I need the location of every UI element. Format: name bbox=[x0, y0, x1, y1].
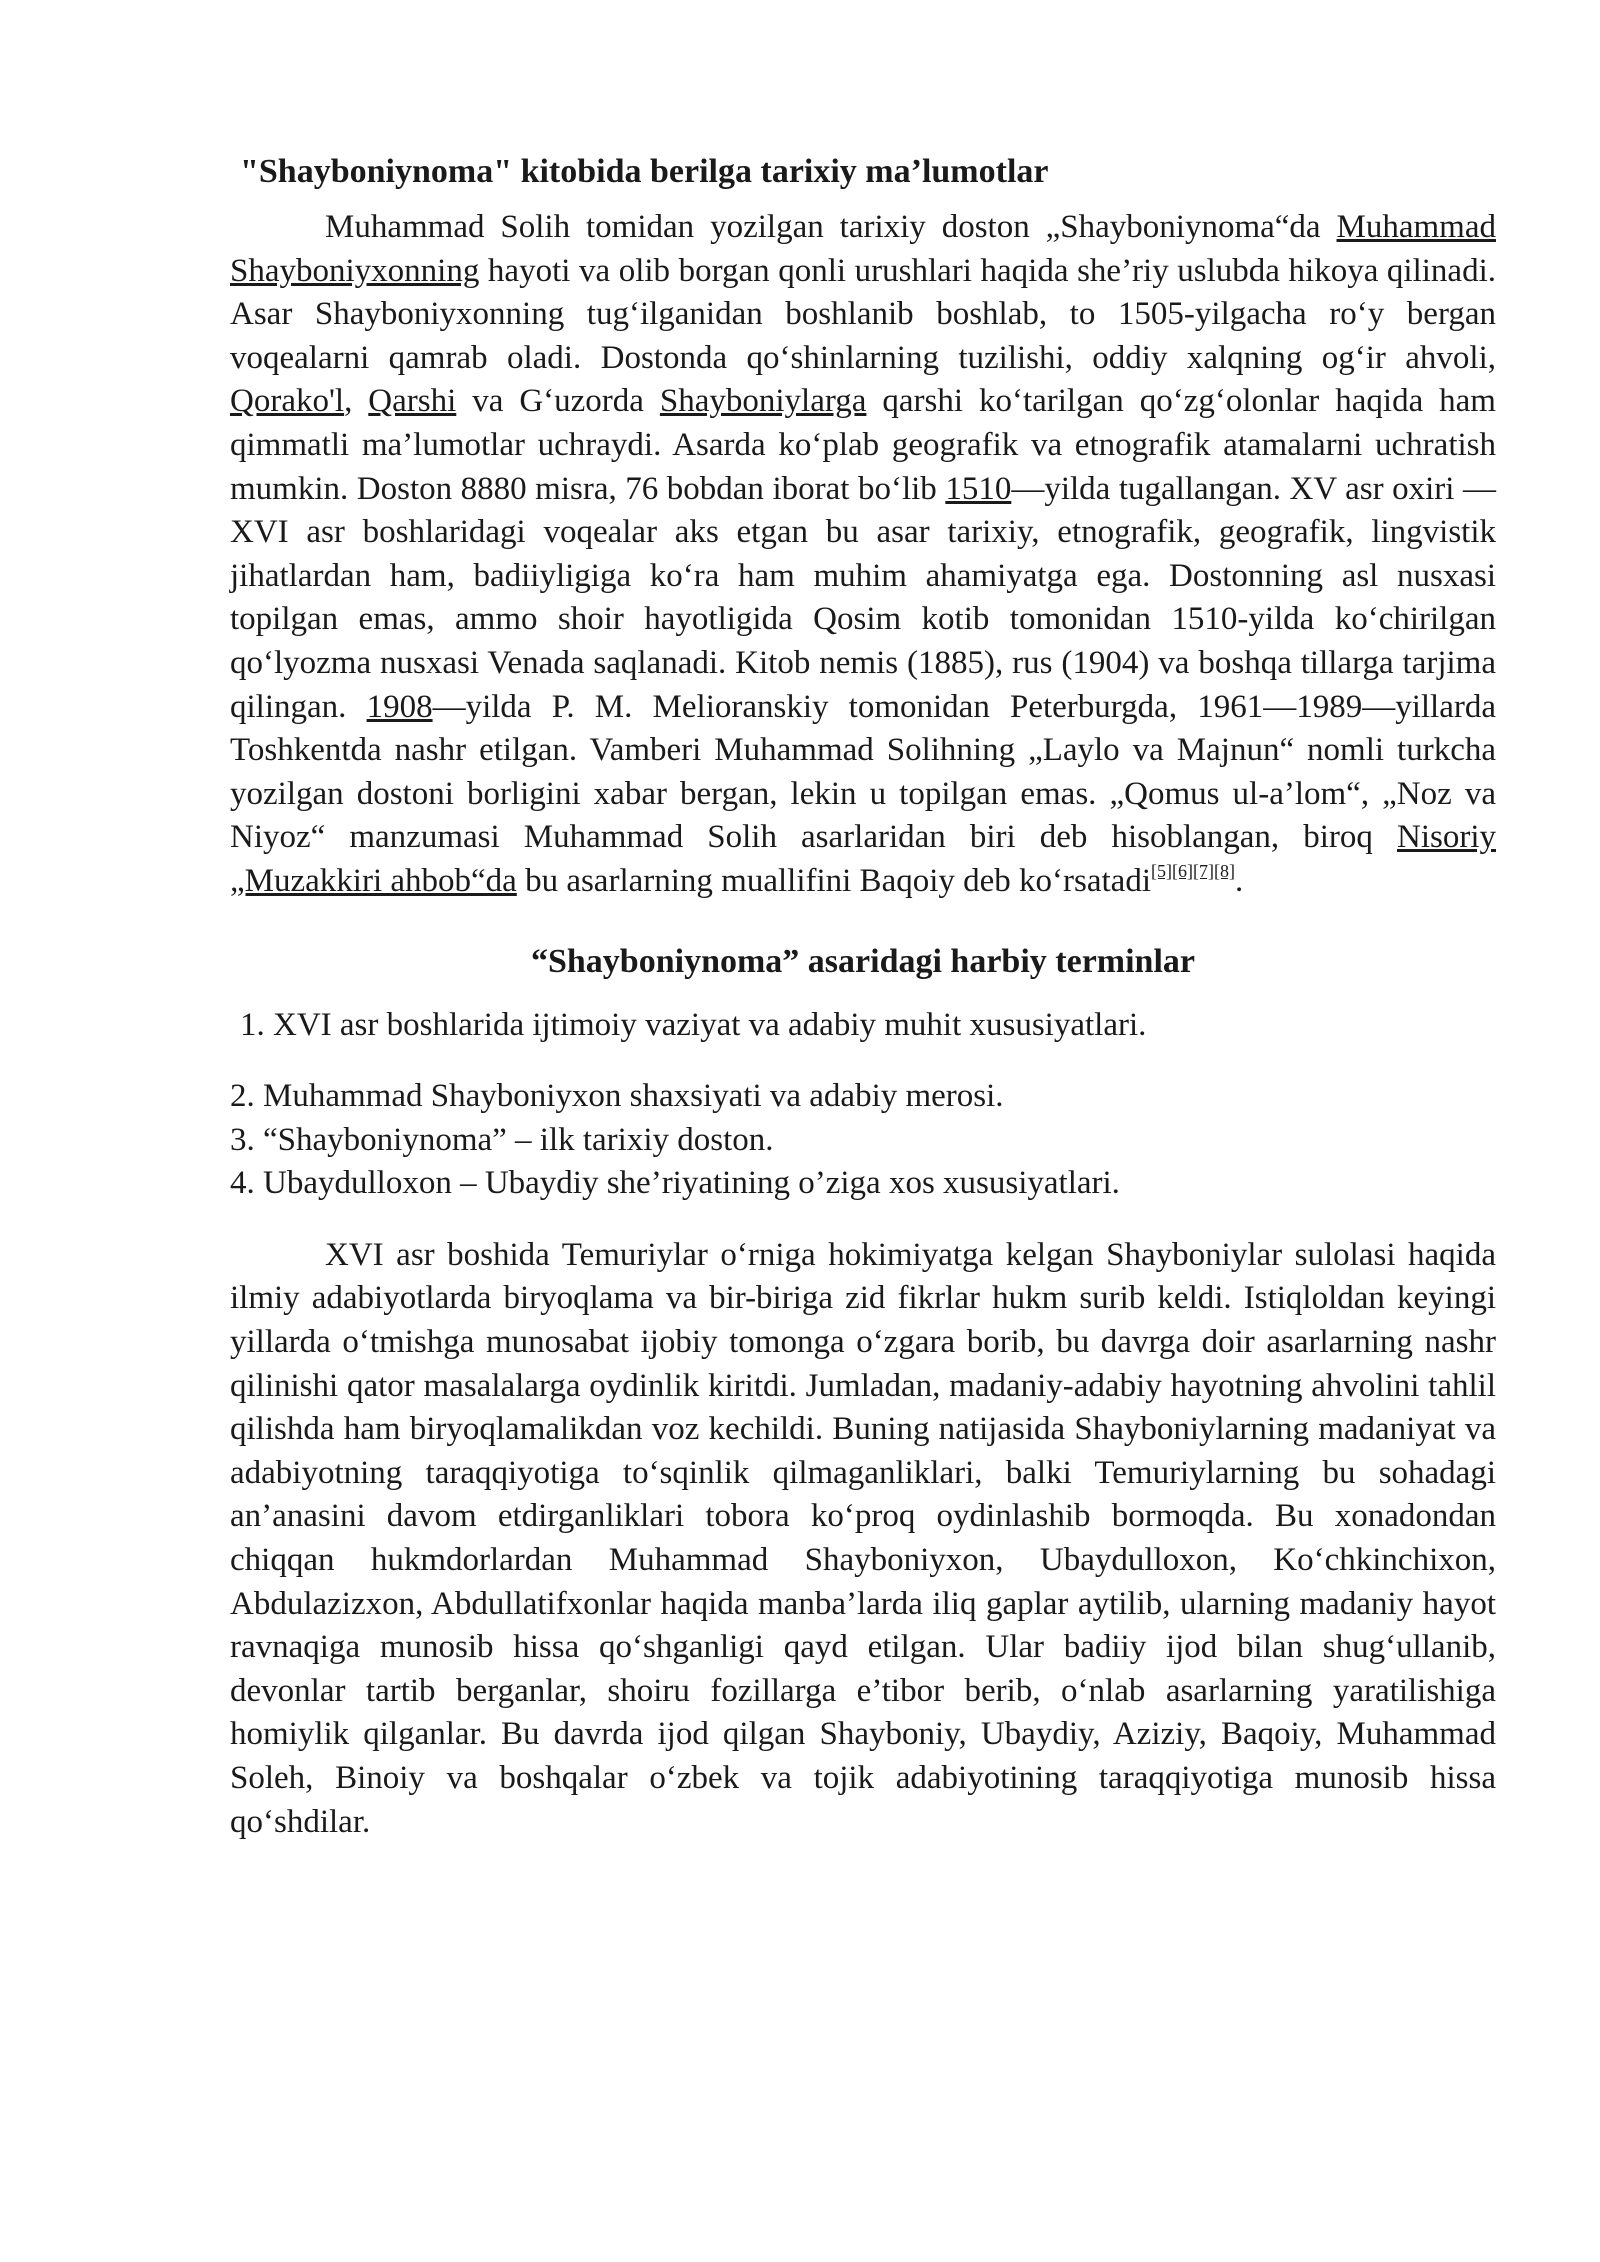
link-qarshi[interactable]: Qarshi bbox=[368, 383, 457, 420]
topic-list bbox=[230, 1004, 1496, 1206]
paragraph-text: bu asarlarning muallifini Baqoiy deb ko‘rsatadi bbox=[516, 862, 1151, 899]
paragraph-text: , bbox=[344, 383, 369, 420]
link-muhammad-shayboniyxon[interactable]: Muhammad Shayboniyxonning bbox=[230, 209, 1496, 289]
list-item: 4. Ubaydulloxon – Ubaydiy she’riyatining o’ziga xos xususiyatlari. bbox=[230, 1165, 1120, 1202]
paragraph-text: . bbox=[1234, 862, 1244, 899]
paragraph-text: —yilda P. M. Melioranskiy tomonidan Peterburgda, 1961—1989—yillarda Toshkentda nashr etilgan. Vamberi Muhammad Solihning „Laylo va Majnun“ nomli turkcha yozilgan dostoni borligini xabar bergan, lekin u topilgan emas. „Qomus ul-a’lom“, „Noz va Niyoz“ manzumasi Muhammad Solih asarlaridan biri deb hisoblangan, biroq bbox=[230, 688, 1497, 856]
paragraph-text: Muhammad Solih tomidan yozilgan tarixiy doston „Shayboniynoma“da bbox=[325, 209, 1337, 245]
section-title: “Shayboniynoma” asaridagi harbiy terminlar bbox=[530, 942, 1195, 980]
link-qorakol[interactable]: Qorako'l bbox=[230, 383, 345, 420]
list-item: 3. “Shayboniynoma” – ilk tarixiy doston. bbox=[230, 1121, 774, 1158]
link-shayboniylar[interactable]: Shayboniylarga bbox=[659, 383, 867, 420]
paragraph-text: —yilda tugallangan. XV asr oxiri — XVI asr boshlaridagi voqealar aks etgan bu asar tarixiy, etnografik, geografik, lingvistik jihatlardan ham, badiiyligiga ko‘ra ham muhim ahamiyatga ega. Dostonning asl nusxasi topilgan emas, ammo shoir hayotligida Qosim kotib tomonidan 1510-yilda ko‘chirilgan qo‘lyozma nusxasi Venada saqlanadi. Kitob nemis (1885), rus (1904) va boshqa tillarga tarjima qilingan. bbox=[230, 470, 1496, 725]
link-1510[interactable]: 1510 bbox=[945, 470, 1012, 507]
paragraph-shayboniylar: XVI asr boshida Temuriylar o‘rniga hokimiyatga kelgan Shayboniylar sulolasi haqida ilmiy adabiyotlarda biryoqlama va bir-biriga zid fikrlar hukm surib keldi. Istiqloldan keyingi yillarda o‘tmishga munosabat ijobiy tomonga o‘zgara borib, bu davrga doir asarlarning nashr qilinishi qator masalalarga oydinlik kiritdi. Jumladan, madaniy-adabiy hayotning ahvolini tahlil qilishda ham biryoqlamalikdan voz kechildi. Buning natijasida Shayboniylarning madaniyat va adabiyotning taraqqiyotiga to‘sqinlik qilmaganliklari, balki Temuriylarning bu sohadagi an’anasini davom etdirganliklari tobora ko‘proq oydinlashib bormoqda. Bu xonadondan chiqqan hukmdorlardan Muhammad Shayboniyxon, Ubaydulloxon, Ko‘chkinchixon, Abdulazizxon, Abdullatifxonlar haqida manba’larda iliq gaplar aytilib, ularning madaniy hayot ravnaqiga munosib hissa qo‘shganligi qayd etilgan. Ular badiiy ijod bilan shug‘ullanib, devonlar tartib berganlar, shoiru fozillarga e’tibor berib, o‘nlab asarlarning yaratilishiga homiylik qilganlar. Bu davrda ijod qilgan Shayboniy, Ubaydiy, Aziziy, Baqoiy, Muhammad Soleh, Binoiy va boshqalar o‘zbek va tojik adabiyotining taraqqiyotiga munosib hissa qo‘shdilar. bbox=[230, 1236, 1496, 1840]
list-item: 1. XVI asr boshlarida ijtimoiy vaziyat va adabiy muhit xususiyatlari. bbox=[240, 1006, 1147, 1043]
link-nisoriy[interactable]: Nisoriy bbox=[1397, 819, 1496, 856]
paragraph-history bbox=[230, 206, 1496, 904]
document-title: "Shayboniynoma" kitobida berilga tarixiy ma’lumotlar bbox=[240, 153, 1049, 190]
reference-links[interactable]: [5][6][7][8] bbox=[1150, 860, 1235, 881]
document-page bbox=[230, 150, 1496, 1844]
paragraph-text: hayoti va olib borgan qonli urushlari haqida she’riy uslubda hikoya qilinadi. Asar Shayboniyxonning tug‘ilganidan boshlanib boshlab, to 1505-yilgacha ro‘y bergan voqealarni qamrab oladi. Dostonda qo‘shinlarning tuzilishi, oddiy xalqning og‘ir ahvoli, bbox=[230, 252, 1496, 376]
link-1908[interactable]: 1908 bbox=[366, 688, 433, 725]
paragraph-text: qarshi ko‘tarilgan qo‘zg‘olonlar haqida ham qimmatli ma’lumotlar uchraydi. Asarda ko‘plab geografik va etnografik atamalarni uchratish mumkin. Doston 8880 misra, 76 bobdan iborat bo‘lib bbox=[230, 383, 1496, 507]
link-muzakkiri-ahbob[interactable]: „Muzakkiri ahbob“da bbox=[230, 862, 517, 899]
list-item: 2. Muhammad Shayboniyxon shaxsiyati va adabiy merosi. bbox=[230, 1078, 1004, 1115]
paragraph-text: va G‘uzorda bbox=[456, 383, 660, 420]
